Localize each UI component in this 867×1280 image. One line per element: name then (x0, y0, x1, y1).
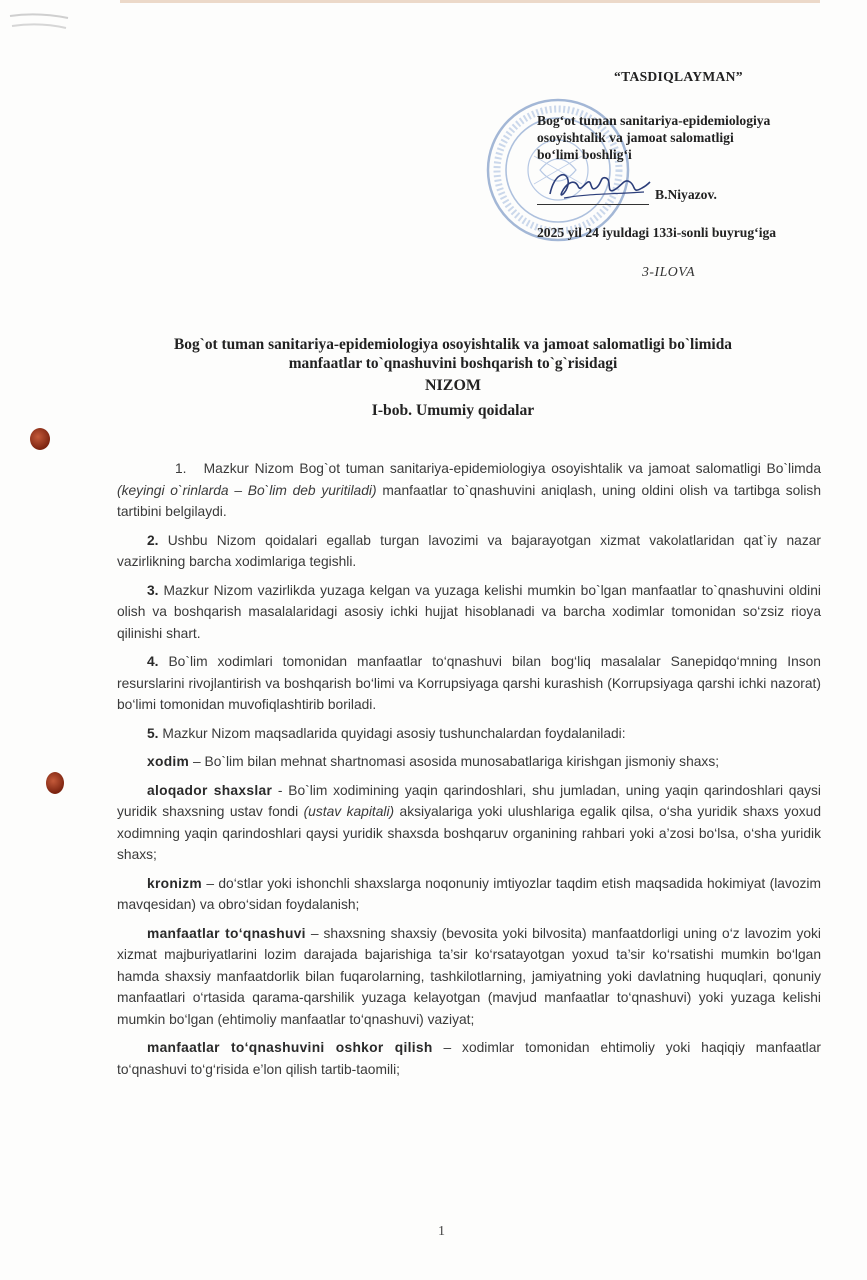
paragraph-text: Bo`lim xodimlari tomonidan manfaatlar to‘qnashuvi bilan bog‘liq masalalar (168, 654, 661, 669)
title-line: Bog`ot tuman sanitariya-epidemiologiya osoyishtalik va jamoat salomatligi bo`limida (174, 336, 732, 353)
paragraph-3 (117, 580, 821, 645)
org-line: Bog‘ot tuman sanitariya-epidemiologiya (537, 113, 771, 128)
org-line: bo‘limi boshlig‘i (537, 147, 632, 162)
definition-term: kronizm (147, 875, 202, 891)
signer-name: B.Niyazov. (655, 187, 717, 202)
definition-item (117, 873, 821, 916)
definition-term: manfaatlar to‘qnashuvi (147, 925, 306, 941)
paragraph-4 (117, 651, 821, 716)
chapter-heading: I-bob. Umumiy qoidalar (371, 402, 535, 419)
paragraph-text: Mazkur Nizom vazirlikda yuzaga kelgan va yuzaga kelishi mumkin bo`lgan manfaatlar to`qnashuvini oldini olish va boshqarish masalalaridagi asosiy ichki hujjat hisoblanadi va barcha xodimlar tomonidan so‘zsiz rioya qilinishi shart. (117, 582, 821, 641)
title-line: manfaatlar to`qnashuvini boshqarish to`g`risidagi (288, 355, 618, 372)
paragraph-2 (117, 530, 821, 573)
definition-text: - Bo`lim xodimining yaqin qarindoshlari, shu jumladan, uning yaqin qarindoshlari qaysi yuridik shaxsning ustav fondi (117, 782, 821, 819)
page-number: 1 (438, 1224, 445, 1239)
page-edge-shadow (120, 0, 820, 3)
handwritten-signature (544, 164, 652, 206)
paragraph-number: 1. (175, 461, 187, 476)
document-title (60, 335, 846, 420)
definition-item (117, 923, 821, 1031)
paragraph-5 (117, 723, 821, 745)
punch-hole (46, 772, 64, 794)
paragraph-italic-note: (keyingi o`rinlarda – Bo`lim deb yuritiladi) (117, 482, 377, 498)
org-line: osoyishtalik va jamoat salomatligi (537, 130, 734, 145)
order-reference: 2025 yil 24 iyuldagi 133i-sonli buyrug‘iga (537, 225, 777, 240)
punch-hole (30, 428, 50, 450)
definition-text: – shaxsning shaxsiy (bevosita yoki bilvosita) manfaatdorligi uning o‘z lavozim yoki xizmat majburiyatlarini lozim darajada bajarishiga ta’sir ko‘rsatayotgan yoxud ta’sir ko‘rsatishi mumkin bo‘lgan hamda shaxsiy manfaatdorlik bilan fuqarolarning, tashkilotlarning, jamiyatning yoki davlatning huquqlari, qonuniy manfaatlari o‘rtasida qarama-qarshilik yuzaga kelayotgan (mavjud manfaatlar to‘qnashuvi) yoki yuzaga kelishi mumkin bo‘lgan (ehtimoliy manfaatlar to‘qnashuvi) vaziyat; (117, 925, 821, 1027)
annex-label: 3-ILOVA (642, 264, 696, 279)
definition-text: – xodimlar tomonidan ehtimoliy yoki haqiqiy manfaatlar to‘qnashuvi to‘g‘risida e’lon qilish tartib-taomili; (117, 1040, 821, 1077)
definition-term: aloqador shaxslar (147, 782, 273, 798)
paragraph-number: 4. (147, 654, 159, 669)
paragraph-text: Sanepidqo‘mning Inson resurslarini rivojlantirish va boshqarish bo‘limi (117, 654, 821, 691)
definition-text: aksiyalariga yoki ulushlariga egalik qilsa, o‘sha yuridik shaxs yoxud xodimning yaqin qarindoshlari qaysi yuridik shaxsda boshqaruv organining rahbari yoki a’zosi bo‘lsa, o‘sha yuridik shaxs; (117, 804, 821, 862)
paragraph-number: 3. (147, 582, 159, 598)
paragraph-text: va Korrupsiyaga qarshi kurashish (Korrupsiyaga qarshi ichki nazorat) bo‘limi tomonidan muvofiqlashtirib boriladi. (117, 675, 821, 712)
definition-text: – Bo`lim bilan mehnat shartnomasi asosida munosabatlariga kirishgan jismoniy shaxs; (192, 754, 720, 769)
definition-text: – do‘stlar yoki ishonchli shaxslarga noqonuniy imtiyozlar taqdim etish maqsadida hokimiyat (lavozim mavqesidan) va obro‘sidan foydalanish; (117, 875, 821, 912)
definition-item (117, 780, 821, 866)
approver-organization (537, 112, 827, 163)
definition-term: xodim (147, 754, 190, 769)
paragraph-text: Ushbu Nizom qoidalari egallab turgan lavozimi va bajarayotgan xizmat vakolatlaridan qat`iy nazar vazirlikning barcha xodimlariga tegishli. (117, 532, 821, 569)
document-type: NIZOM (425, 377, 481, 394)
document-body (117, 458, 821, 1087)
paragraph-text: manfaatlar to`qnashuvini aniqlash, uning oldini olish va tartibga solish tartibini belgilaydi. (117, 482, 821, 519)
definition-item (117, 751, 821, 773)
paragraph-text: Mazkur Nizom maqsadlarida quyidagi asosiy tushunchalardan foydalaniladi: (162, 725, 626, 741)
paragraph-number: 2. (147, 532, 159, 548)
paragraph-1 (117, 458, 821, 523)
approval-title: “TASDIQLAYMAN” (614, 69, 743, 84)
definition-item (117, 1037, 821, 1080)
definition-italic-note: (ustav kapitali) (303, 804, 395, 819)
definition-term: manfaatlar to‘qnashuvini oshkor qilish (147, 1040, 433, 1055)
paragraph-number: 5. (147, 725, 159, 741)
scan-corner-mark (8, 10, 70, 32)
paragraph-text: Mazkur Nizom Bog`ot tuman sanitariya-epidemiologiya osoyishtalik va jamoat salomatligi Bo`limda (203, 461, 821, 476)
